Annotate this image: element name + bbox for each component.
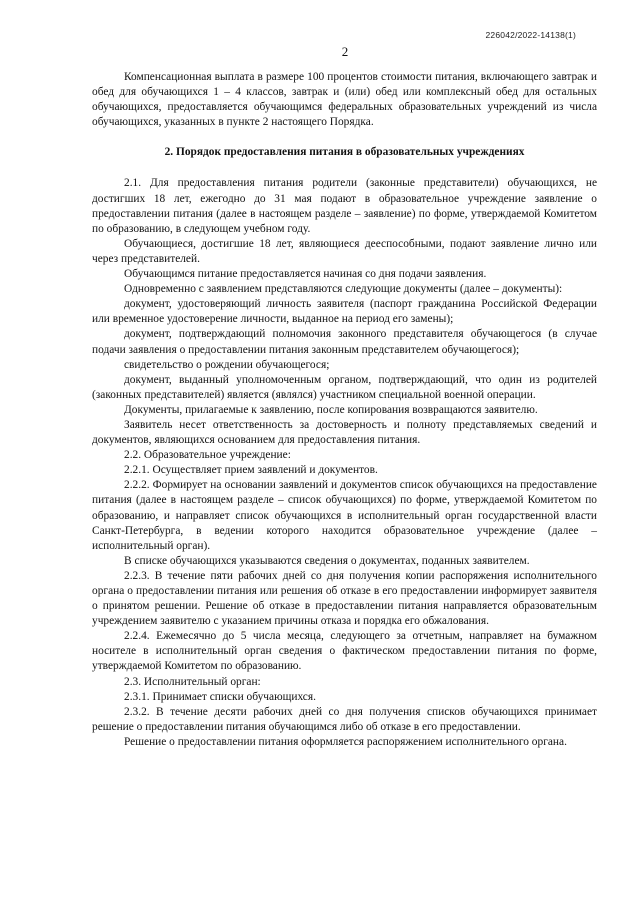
paragraph-documents-intro: Одновременно с заявлением представляются следующие документы (далее – документы): bbox=[124, 283, 563, 296]
section-title: 2. Порядок предоставления питания в образовательных учреждениях bbox=[164, 146, 525, 159]
paragraph-2-2-3: 2.2.3. В течение пяти рабочих дней со дня получения копии распоряжения исполнительного органа о предоставлении питания или решения об отказе в его предоставлении информирует заявителя о принятом решении. Решение об отказе в предоставлении питания направляется образовательным учреждением заявителю с указанием причины отказа и порядка его обжалования. bbox=[92, 569, 597, 628]
document-body bbox=[92, 70, 597, 750]
paragraph-2-2-1: 2.2.1. Осуществляет прием заявлений и документов. bbox=[124, 464, 378, 477]
paragraph-2-3: 2.3. Исполнительный орган: bbox=[124, 675, 261, 688]
paragraph-2-2-4: 2.2.4. Ежемесячно до 5 числа месяца, следующего за отчетным, направляет на бумажном носителе в исполнительный орган сведения о фактическом предоставлении питания по форме, утверждаемой Комитетом по образованию. bbox=[92, 630, 597, 673]
paragraph-decision: Решение о предоставлении питания оформляется распоряжением исполнительного органа. bbox=[124, 735, 567, 748]
paragraph-2-2: 2.2. Образовательное учреждение: bbox=[124, 449, 291, 462]
page-number: 2 bbox=[341, 44, 349, 59]
paragraph-2-1: 2.1. Для предоставления питания родители (законные представители) обучающихся, не достигших 18 лет, ежегодно до 31 мая подают в образовательное учреждение заявление о предоставлении питания (далее в настоящем разделе – заявление) по форме, утверждаемой Комитетом по образованию, в следующем учебном году. bbox=[92, 177, 597, 235]
paragraph-start-date: Обучающимся питание предоставляется начиная со дня подачи заявления. bbox=[124, 268, 487, 281]
paragraph-compensation: Компенсационная выплата в размере 100 процентов стоимости питания, включающего завтрак и обед для обучающихся 1 – 4 классов, завтрак и (или) обед или комплексный обед для остальных обучающихся, предоставляется обучающимся федеральных образовательных учреждений из числа обучающихся, указанных в пункте 2 настоящего Порядка. bbox=[92, 71, 597, 129]
paragraph-responsibility: Заявитель несет ответственность за достоверность и полноту представляемых сведений и документов, являющихся основанием для предоставления питания. bbox=[92, 418, 597, 447]
document-number: 226042/2022-14138(1) bbox=[485, 30, 576, 40]
paragraph-list-info: В списке обучающихся указываются сведения о документах, поданных заявителем. bbox=[124, 554, 530, 567]
paragraph-doc-svo: документ, выданный уполномоченным органом, подтверждающий, что один из родителей (законных представителей) является (являлся) участником специальной военной операции. bbox=[92, 373, 597, 401]
paragraph-2-3-2: 2.3.2. В течение десяти рабочих дней со дня получения списков обучающихся принимает решение о предоставлении питания обучающимся либо об отказе в его предоставлении. bbox=[92, 705, 597, 733]
paragraph-2-3-1: 2.3.1. Принимает списки обучающихся. bbox=[124, 690, 316, 703]
paragraph-doc-birth: свидетельство о рождении обучающегося; bbox=[124, 358, 330, 371]
paragraph-doc-authority: документ, подтверждающий полномочия законного представителя обучающегося (в случае подачи заявления о предоставлении питания законным представителем обучающегося); bbox=[92, 328, 597, 356]
paragraph-adults: Обучающиеся, достигшие 18 лет, являющиеся дееспособными, подают заявление лично или через представителей. bbox=[92, 237, 597, 265]
paragraph-doc-identity: документ, удостоверяющий личность заявителя (паспорт гражданина Российской Федерации или временное удостоверение личности, выданное на период его замены); bbox=[92, 298, 597, 326]
paragraph-2-2-2: 2.2.2. Формирует на основании заявлений и документов список обучающихся на предоставление питания (далее в настоящем разделе – список обучающихся) по форме, утверждаемой Комитетом по образованию, и направляет список обучающихся в исполнительный орган государственной власти Санкт-Петербурга, в ведении которого находится образовательное учреждение (далее – исполнительный орган). bbox=[92, 479, 597, 552]
paragraph-docs-returned: Документы, прилагаемые к заявлению, после копирования возвращаются заявителю. bbox=[124, 403, 538, 416]
